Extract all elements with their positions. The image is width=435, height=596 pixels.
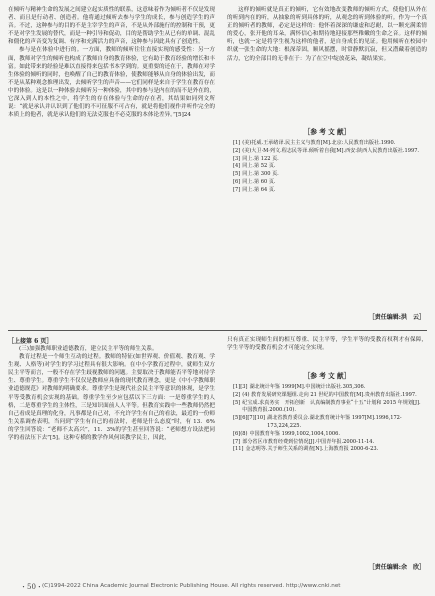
reference-text: 部分省区市教育经费到位情况[J].中国青年报.2000-11-14. [242, 438, 375, 445]
body-paragraph: 只有真正实现师生间的相互尊重、民主平等，学生平等的受教育权利才有保障，学生平等的受教育机会才可能完全实现。 [227, 337, 427, 352]
article-column-bottom-left [8, 345, 215, 577]
reference-text: 湖北省教育委员会.湖北教育统计年鉴 1997[M].1996,172-173,224,225. [267, 415, 402, 429]
reference-entry [233, 392, 425, 400]
reference-entry [233, 384, 425, 392]
reference-text: (美)大卫·M·列文.程志民等译.倾听着自我[M].西安:陕西人民教育出版社.1997. [242, 147, 420, 154]
reference-entry [233, 431, 425, 439]
responsible-editor-bottom: ［责任编辑:余 欣］ [368, 564, 425, 571]
reference-number: [5] [233, 171, 241, 178]
references-heading: ［参 考 文 献］ [303, 128, 351, 136]
reference-entry [233, 400, 425, 416]
reference-text: 湖北统计年鉴 1999[M].中国统计出版社.305,306. [249, 384, 366, 390]
reference-number: [6](8) [233, 430, 248, 437]
references-list [233, 140, 425, 195]
body-paragraph: 这样的倾听就是真正的倾听，它有效地改变教师的倾听方式，使他们从外在的听到内在的听，从抽象的听到具体的听，从观念的听到体验的听。作为一个真正的倾听者的教师，必定是这样的：他怀着深深的谦虚和忍耐，以一颗充满柔情的爱心，张开他的耳朵，满怀信心和期待地迎接那些稚嫩的生命之音。这样的倾听，也就一定是将学生视为这样的他者，是自身成长的见证。他用倾听在校园中织就一张生命的大地：根深蒂固，顺风摇摆，时常静默沉寂，但又潜藏着创造的活力，它的全部目的无非在于：为了在空中绽放花朵，凝结果实。 [227, 7, 427, 62]
responsible-editor: ［责任编辑:洪 云］ [368, 314, 425, 321]
reference-text: 中国教育年鉴 1999,1002,1004,1006. [249, 430, 340, 437]
reference-number: [3] [233, 155, 241, 162]
reference-number: [2] [233, 391, 241, 398]
reference-entry [233, 446, 425, 454]
body-paragraph: 在倾听与精神生命的发展之间建立起实质性的联系，这意味着作为倾听者不仅是发现者、而且是行动者、创造者。他将通过倾听去参与学生的成长，参与创造学生的声音。不过，这种参与的目的不是主宰学生的声音，不是从外部施行的控制和干预，更不是对学生发展的替代，而是一种引导和促动，目的是帮助学生从已有的单调、混乱和僵化的声音变为复调、有序和充满活力的声音，这种参与因此具有了创造性。 [8, 7, 215, 46]
reference-entry [233, 415, 425, 431]
body-paragraph: 参与是在体验中进行的。一方面，教师的倾听往往直接实现的感受性：另一方面，教师对学生的倾听也构成了教师自身的教育体验，它有助于教育经验的增长和丰富。如此带来的经验是难以直接得来包括书本学到的。更重要的还在于，教师在对学生体验的倾听的同时，也唤醒了自己的教育体验，使教师能够从自身的体验出发，而不是从某种观念推理出发，去倾听学生的声音——它们同样是来自于学生在教育存在中的体验。这是以一种体验去倾听另一种体验，其中的参与是内在的而不是外在的，它深入到人的本性之中，将学生的存在体验与生命的存在者，其结果如同列文所说：“就是承认并认识到了他们的不可征服不可占有，就是将他们视作并听作完全的本质上的他者，就是承认他们的无法克服也不必克服的本体论差异。”[5]24 [8, 47, 215, 119]
reference-entry [233, 148, 425, 156]
reference-text: 金志明等.关于师生关系的调查[N].上海教育报 2000-6-23. [245, 446, 379, 453]
reference-text: (美)托威.王承绪译.民主主义与教育[M].北京:人民教育出版社.1990. [242, 140, 396, 146]
reference-number: [5][6][7][10] [233, 415, 266, 422]
continued-from-tag: ［上接第 6 页］ [8, 338, 53, 345]
page-number: ・50・ [20, 583, 43, 591]
reference-text: 同上.第 60 页. [242, 178, 276, 185]
references-list-bottom [233, 384, 425, 454]
reference-text: 同上.第 300 页. [242, 171, 279, 178]
reference-number: [1][3] [233, 384, 248, 390]
reference-number: [4] [233, 163, 241, 170]
page-footer [8, 582, 427, 594]
references-heading-bottom: ［参 考 文 献］ [303, 372, 351, 380]
reference-number: [7] [233, 438, 241, 445]
article-column-top-left [8, 6, 215, 328]
reference-number: [6] [233, 178, 241, 185]
article-column-bottom-right [227, 336, 427, 366]
article-column-top-right [227, 6, 427, 118]
reference-text: 纪宝成.求真务实 开拓创新 认真编制教育事业“十五”计划和 2015 年规划[J].中国教育报.2000.(10). [242, 399, 421, 414]
reference-entry [233, 179, 425, 187]
reference-text: (4) 教育发展研究课题组.走向 21 世纪的中国教育[M].贵州教育出版社.1997. [242, 391, 417, 398]
reference-text: 同上.第 52 页. [242, 163, 276, 170]
body-paragraph: 教育过程是一个师生互动的过程。教师的特征(如世界观、价值观、教育观、学生观、人格等)对学生的学习过程具有很大影响。在中小学教育过程中，就师生双方民主平等而言，一般不存在学生歧视教师的问题。主要取决于教师能否平等地对待学生、尊重学生。尊重学生不仅仅是教师应具备的现代教育理念，更是《中小学教师职业道德规范》对教师的明确要求。尊重学生是现代社会民主平等意识的体现，是学生平等受教育机会实现的基础。尊重学生至少应包括以下三方面：一是尊重学生的人格，二是尊重学生的主体性，三是知识面前人人平等。但教育实践中一些教师仍然把自己看成是真理的化身，凡事都是自己对，不允许学生有自己的看法，最近的一份师生关系调查表明，当问到“学生有自己的看法时，老师是什么态度”时，有 13．6%的学生回答说：“老师不太高兴”，11．3%的学生甚至回答说：“老师想方设法把同学的看法压下去”[5]。这种专横的教学作风何谈教学民主，因此， [8, 354, 215, 442]
body-paragraph: (三)加强教师职业道德教育，建立民主平等的师生关系。 [19, 346, 158, 352]
reference-number: [1] [233, 140, 241, 146]
copyright-notice: (C)1994-2022 China Academic Journal Electronic Publishing House. All rights reserved. http://www.cnki.net [42, 583, 341, 589]
reference-entry [233, 187, 425, 195]
reference-text: 同上.第 122 页. [242, 155, 279, 162]
reference-number: [11] [233, 446, 244, 453]
reference-number: [2] [233, 147, 241, 154]
reference-entry [233, 171, 425, 179]
reference-text: 同上.第 64 页. [242, 186, 276, 193]
section-divider [8, 330, 427, 331]
reference-entry [233, 140, 425, 148]
reference-number: [5] [233, 399, 241, 406]
reference-number: [7] [233, 186, 241, 193]
